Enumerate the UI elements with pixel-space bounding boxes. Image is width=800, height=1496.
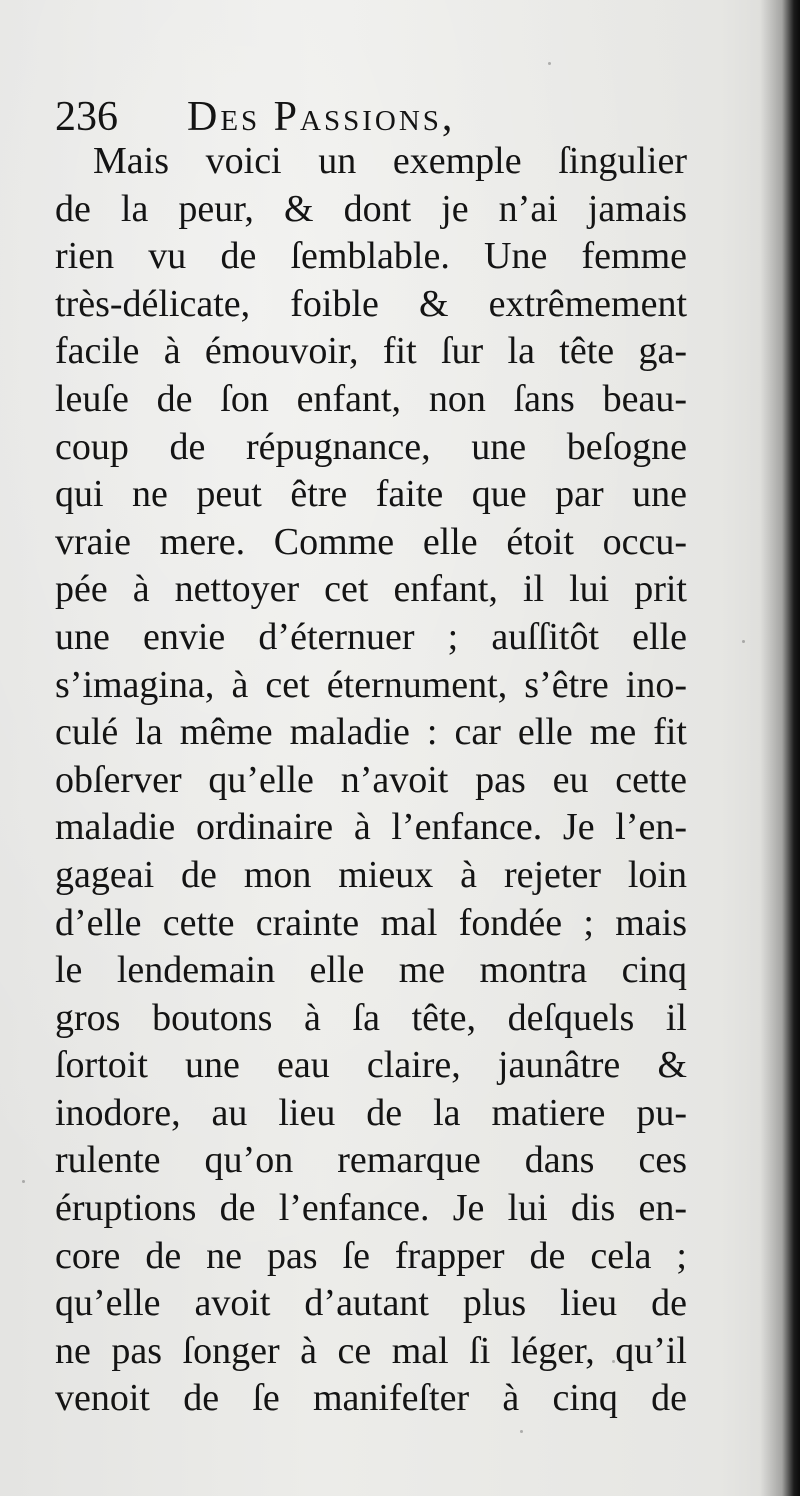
text-line: très-délicate, foible & extrêmement xyxy=(55,282,687,325)
text-line: qu’elle avoit d’autant plus lieu de xyxy=(55,1282,687,1325)
text-line: core de ne pas ſe frapper de cela ; xyxy=(55,1234,687,1277)
page-gutter-shadow xyxy=(760,0,800,1496)
text-line: pée à nettoyer cet enfant, il lui prit xyxy=(55,568,687,611)
text-line: Mais voici un exemple ſingulier xyxy=(93,140,687,182)
text-line: rien vu de ſemblable. Une femme xyxy=(55,235,687,278)
paper-speck xyxy=(612,1360,615,1363)
text-line: culé la même maladie : car elle me fit xyxy=(55,711,687,754)
text-line: qui ne peut être faite que par une xyxy=(55,473,687,516)
body-text xyxy=(55,138,687,1423)
text-line: gageai de mon mieux à rejeter loin xyxy=(55,853,687,896)
running-header xyxy=(55,92,675,142)
page-number: 236 xyxy=(55,94,118,140)
text-line: maladie ordinaire à l’enfance. Je l’en- xyxy=(55,806,687,849)
text-line: ne pas ſonger à ce mal ſi léger, qu’il xyxy=(55,1329,687,1372)
paper-speck xyxy=(520,1430,523,1433)
text-line: une envie d’éternuer ; auſſitôt elle xyxy=(55,615,687,658)
text-line: d’elle cette crainte mal fondée ; mais xyxy=(55,901,687,944)
paper-speck xyxy=(22,1180,25,1183)
text-line: vraie mere. Comme elle étoit occu- xyxy=(55,520,687,563)
text-line: leuſe de ſon enfant, non ſans beau- xyxy=(55,377,687,420)
text-line: facile à émouvoir, fit ſur la tête ga- xyxy=(55,330,687,373)
text-line: inodore, au lieu de la matiere pu- xyxy=(55,1091,687,1134)
paper-speck xyxy=(742,640,745,643)
text-line: venoit de ſe manifeſter à cinq de xyxy=(55,1377,687,1420)
text-line: ſortoit une eau claire, jaunâtre & xyxy=(55,1044,687,1087)
text-line: s’imagina, à cet éternument, s’être ino- xyxy=(55,663,687,706)
text-line: gros boutons à ſa tête, deſquels il xyxy=(55,996,687,1039)
running-title: Des Passions, xyxy=(187,94,456,140)
text-line: le lendemain elle me montra cinq xyxy=(55,949,687,992)
text-line: rulente qu’on remarque dans ces xyxy=(55,1139,687,1182)
text-line: obſerver qu’elle n’avoit pas eu cette xyxy=(55,758,687,801)
text-line: coup de répugnance, une beſogne xyxy=(55,425,687,468)
paper-speck xyxy=(548,62,551,65)
text-line: de la peur, & dont je n’ai jamais xyxy=(55,187,687,230)
text-line: éruptions de l’enfance. Je lui dis en- xyxy=(55,1187,687,1230)
